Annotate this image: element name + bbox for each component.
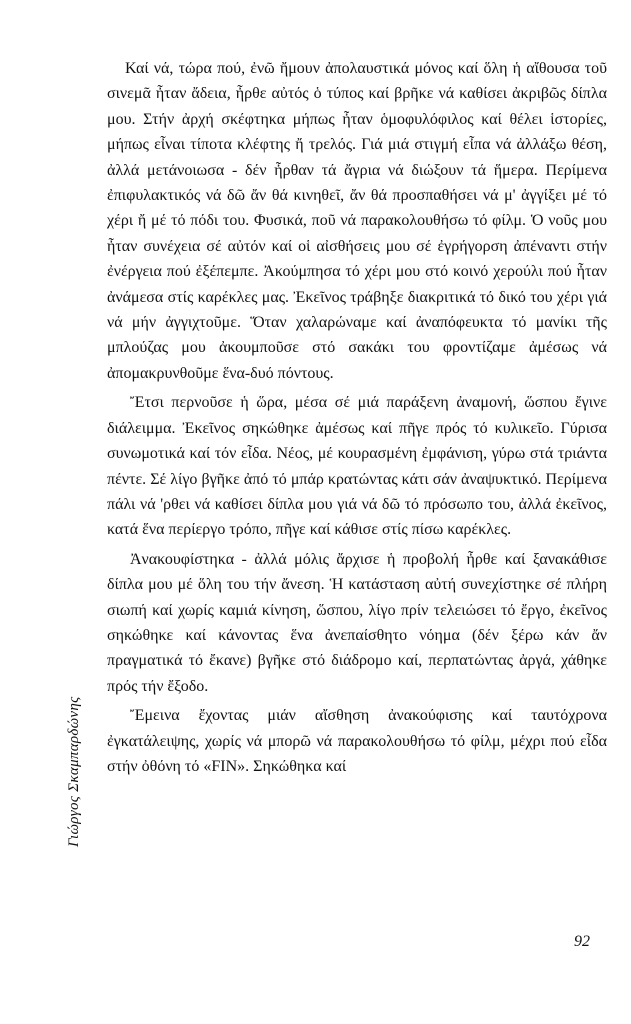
paragraph: Καί νά, τώρα πού, ἐνῶ ἤμουν ἀπολαυστικά μόνος καί ὅλη ἡ αἴθουσα τοῦ σινεμᾶ ἦταν ἄδεια, ἦρθε αὐτός ὁ τύπος καί βρῆκε νά καθίσει ἀκριβῶς δίπλα μου. Στήν ἀρχή σκέφτηκα μήπως ἦταν ὁμοφυλόφιλος καί θέλει ἱστορίες, μήπως εἶναι τίποτα κλέφτης ἤ τρελός. Γιά μιά στιγμή εἶπα νά ἀλλάξω θέση, ἀλλά μετάνοιωσα - δέν ἦρθαν τά ἄγρια νά διώξουν τά ἥμερα. Περίμενα ἐπιφυλακτικός νά δῶ ἄν θά κινηθεῖ, ἄν θά προσπαθήσει νά μ' ἀγγίξει μέ τό χέρι ἤ μέ τό πόδι του. Φυσικά, ποῦ νά παρακολουθήσω τό φίλμ. Ὁ νοῦς μου ἦταν συνέχεια σέ αὐτόν καί οἱ αἰσθήσεις μου σέ ἐγρήγορση ἀπέναντι στήν ἐνέργεια πού ἐξέπεμπε. Ἀκούμπησα τό χέρι μου στό κοινό χερούλι πού ἦταν ἀνάμεσα στίς καρέκλες μας. Ἐκεῖνος τράβηξε διακριτικά τό δικό του χέρι γιά νά μήν ἀγγιχτοῦμε. Ὅταν χαλαρώναμε καί ἀναπόφευκτα τό μανίκι τῆς μπλούζας μου ἀκουμποῦσε στό σακάκι του φροντίζαμε ἀμέσως νά ἀπομακρυνθοῦμε ἕνα-δυό πόντους. bbox=[107, 60, 607, 382]
body-text bbox=[107, 56, 607, 779]
author-name-vertical: Γιώργος Σκαμπαρδώνης bbox=[66, 696, 82, 847]
page-number: 92 bbox=[574, 933, 590, 950]
paragraph: Ἔτσι περνοῦσε ἡ ὥρα, μέσα σέ μιά παράξενη ἀναμονή, ὥσπου ἔγινε διάλειμμα. Ἐκεῖνος σηκώθηκε ἀμέσως καί πῆγε πρός τό κυλικεῖο. Γύρισα συνωμοτικά καί τόν εἶδα. Νέος, μέ κουρασμένη ἐμφάνιση, γύρω στά τριάντα πέντε. Σέ λίγο βγῆκε ἀπό τό μπάρ κρατώντας κάτι σάν ἀναψυκτικό. Περίμενα πάλι νά 'ρθει νά καθίσει δίπλα μου γιά νά δῶ τό πρόσωπο του, ἀλλά ἐκεῖνος, κατά ἕνα περίεργο τρόπο, πῆγε καί κάθισε στίς πίσω καρέκλες. bbox=[107, 394, 607, 539]
paragraph: Ἔμεινα ἔχοντας μιάν αἴσθηση ἀνακούφισης καί ταυτόχρονα ἐγκατάλειψης, χωρίς νά μπορῶ νά παρακολουθήσω τό φίλμ, μέχρι πού εἶδα στήν ὀθόνη τό «FIN». Σηκώθηκα καί bbox=[107, 707, 607, 775]
paragraph: Ἀνακουφίστηκα - ἀλλά μόλις ἄρχισε ἡ προβολή ἦρθε καί ξανακάθισε δίπλα μου μέ ὅλη του τήν ἄνεση. Ἡ κατάσταση αὐτή συνεχίστηκε σέ πλήρη σιωπή καί χωρίς καμιά κίνηση, ὥσπου, λίγο πρίν τελειώσει τό ἔργο, ἐκεῖνος σηκώθηκε καί κάνοντας ἕνα ἀνεπαίσθητο νόημα (δέν ξέρω κάν ἄν πραγματικά τό ἔκανε) βγῆκε στό διάδρομο καί, περπατώντας ἀργά, χάθηκε πρός τήν ἔξοδο. bbox=[107, 550, 607, 695]
